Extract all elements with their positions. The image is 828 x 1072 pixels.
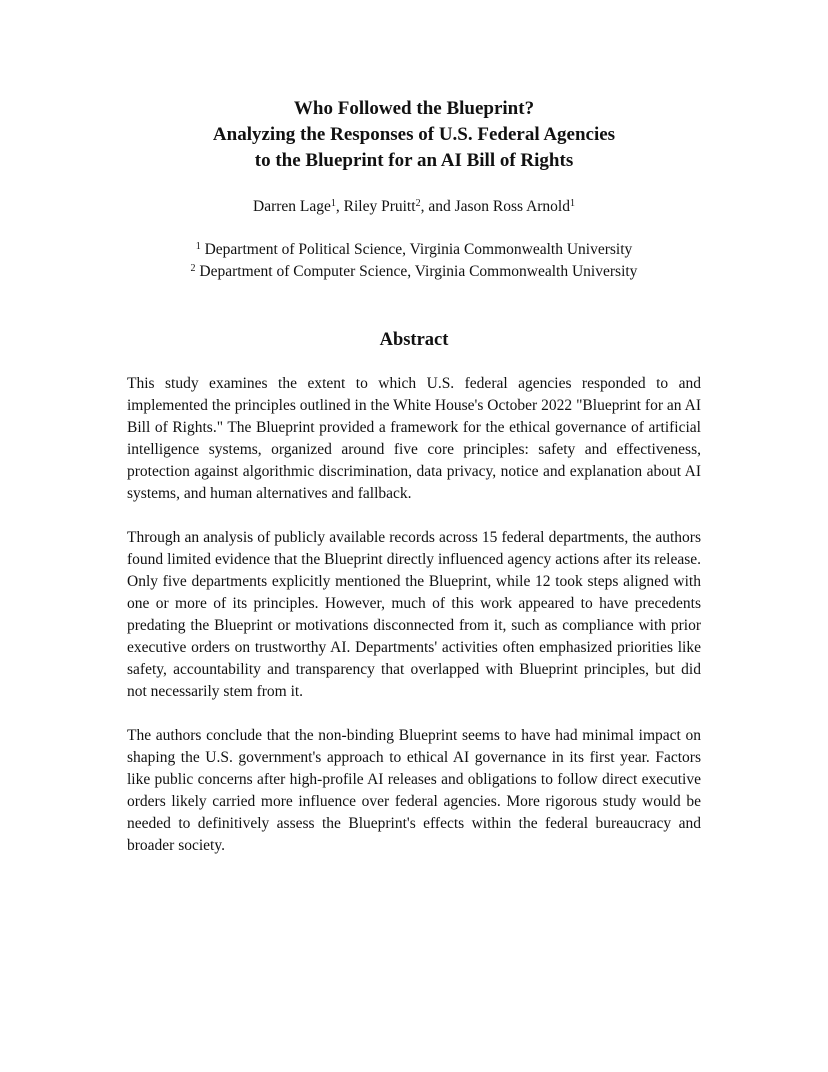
author-list	[0, 196, 828, 218]
author-affiliation-mark: 1	[330, 198, 336, 209]
abstract-paragraph: The authors conclude that the non-binding Blueprint seems to have had minimal impact on shaping the U.S. government's approach to ethical AI governance in its first year. Factors like public concerns after high-profile AI releases and obligations to follow direct executive orders likely carried more influence over federal agencies. More rigorous study would be needed to definitively assess the Blueprint's effects within the federal bureaucracy and broader society.	[127, 727, 701, 854]
abstract-paragraph: This study examines the extent to which U.S. federal agencies responded to and implemented the principles outlined in the White House's October 2022 "Blueprint for an AI Bill of Rights." The Blueprint provided a framework for the ethical governance of artificial intelligence systems, organized around five core principles: safety and effectiveness, protection against algorithmic discrimination, data privacy, notice and explanation about AI systems, and human alternatives and fallback.	[127, 375, 701, 502]
affiliation-mark: 1	[195, 241, 201, 252]
author-separator: , and	[420, 198, 455, 215]
paper-title	[0, 96, 828, 174]
author-affiliation-mark: 2	[415, 198, 421, 209]
abstract-body	[127, 373, 701, 879]
title-line: to the Blueprint for an AI Bill of Rights	[254, 150, 574, 171]
affiliation-list	[0, 239, 828, 283]
abstract-heading: Abstract	[379, 330, 449, 350]
affiliation-text: Department of Computer Science, Virginia Commonwealth University	[199, 263, 638, 280]
author-affiliation-mark: 1	[569, 198, 575, 209]
affiliation	[0, 261, 828, 283]
affiliation-text: Department of Political Science, Virginia Commonwealth University	[204, 241, 633, 258]
title-line: Analyzing the Responses of U.S. Federal Agencies	[212, 124, 616, 145]
author-name: Riley Pruitt	[343, 198, 416, 215]
affiliation-mark: 2	[190, 263, 196, 274]
title-line: Who Followed the Blueprint?	[293, 98, 535, 119]
author-name: Darren Lage	[253, 198, 331, 215]
abstract-paragraph: Through an analysis of publicly available records across 15 federal departments, the authors found limited evidence that the Blueprint directly influenced agency actions after its release. Only five departments explicitly mentioned the Blueprint, while 12 took steps aligned with one or more of its principles. However, much of this work appeared to have precedents predating the Blueprint or motivations disconnected from it, such as compliance with prior executive orders on trustworthy AI. Departments' activities often emphasized priorities like safety, accountability and transparency that overlapped with Blueprint principles, but did not necessarily stem from it.	[127, 529, 701, 700]
affiliation	[0, 239, 828, 261]
author-separator: ,	[335, 198, 344, 215]
author-name: Jason Ross Arnold	[454, 198, 570, 215]
